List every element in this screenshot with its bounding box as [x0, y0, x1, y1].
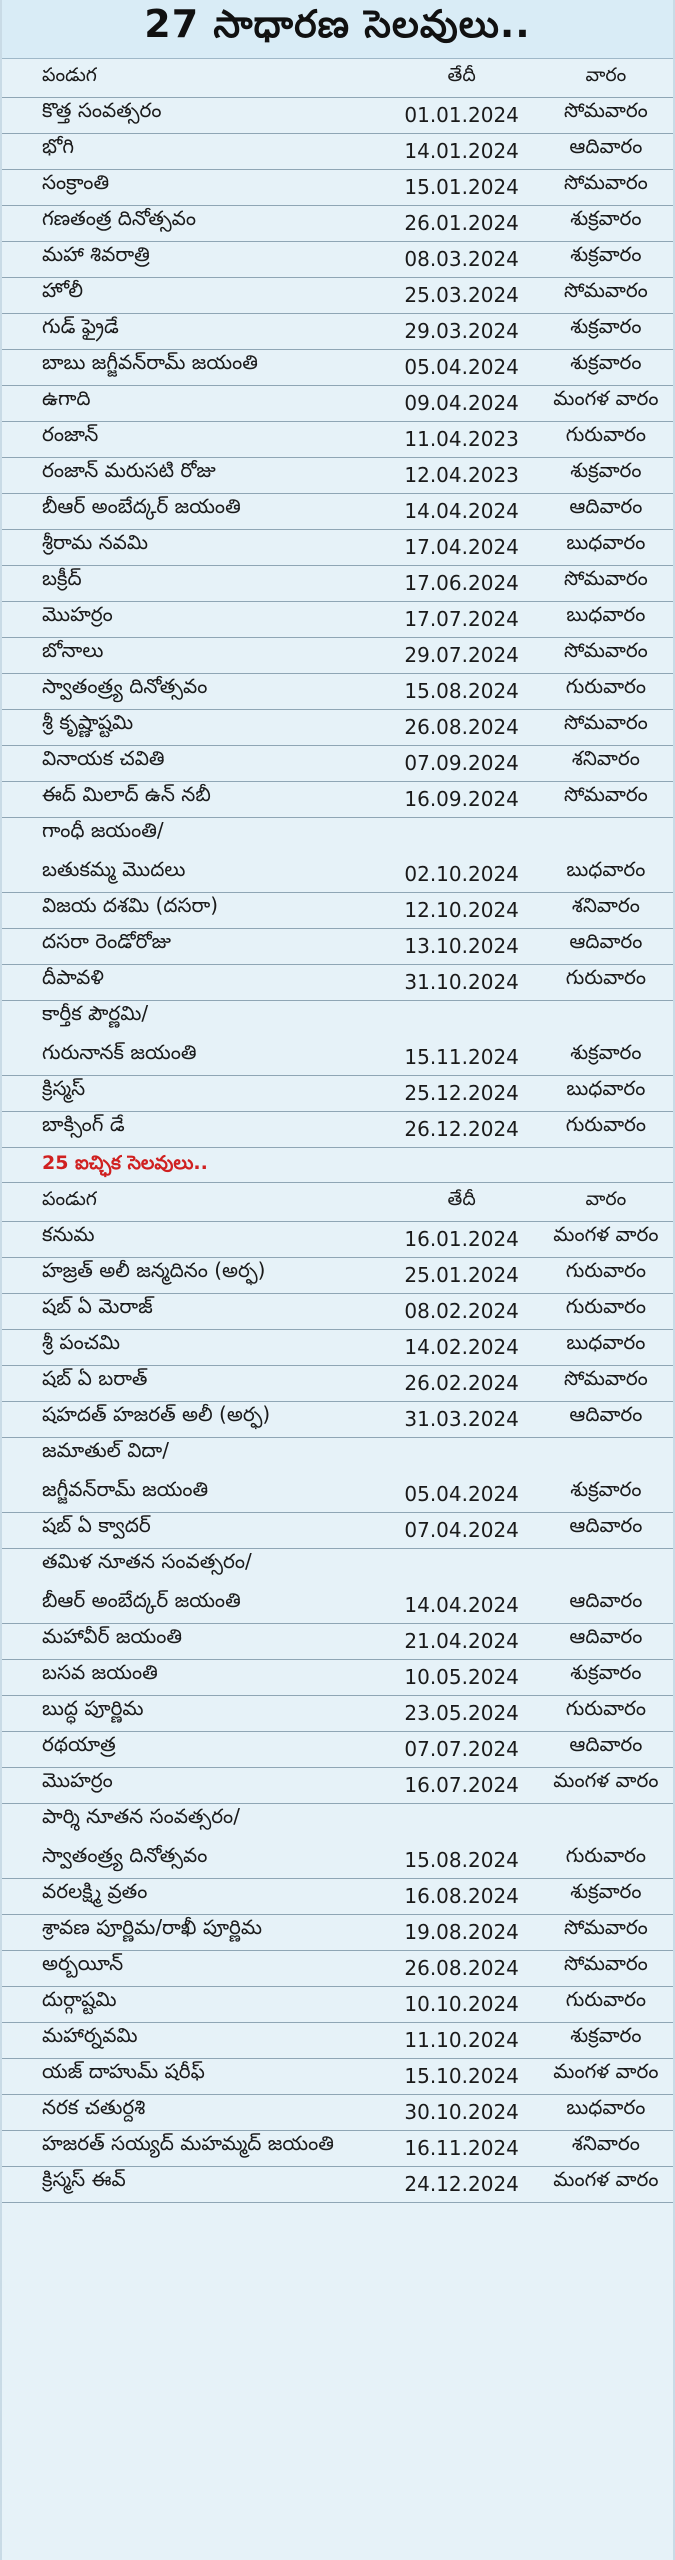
table-row: [2, 278, 673, 314]
table-row: [2, 1879, 673, 1915]
festival-name: బాక్సింగ్ డే: [2, 1112, 384, 1148]
festival-name: వినాయక చవితి: [2, 746, 384, 782]
festival-name: హజరత్ సయ్యద్ మహమ్మద్ జయంతి: [2, 2131, 384, 2167]
table-row: [2, 422, 673, 458]
holiday-date: 16.01.2024: [384, 1222, 538, 1258]
holiday-weekday: శనివారం: [539, 2131, 673, 2167]
festival-name-line1: జమాతుల్ విదా/: [42, 1438, 169, 1462]
table-row: [2, 314, 673, 350]
table-row: [2, 2167, 673, 2203]
holiday-date: 26.12.2024: [384, 1112, 538, 1148]
holiday-weekday: ఆదివారం: [539, 1549, 673, 1624]
general-holidays-table: [2, 59, 673, 1148]
table-row: [2, 1076, 673, 1112]
table-row: [2, 1660, 673, 1696]
festival-name: ఈద్ మిలాద్ ఉన్ నబీ: [2, 782, 384, 818]
festival-name: బాబు జగ్జీవన్‌రామ్ జయంతి: [2, 350, 384, 386]
holiday-weekday: శుక్రవారం: [539, 1660, 673, 1696]
festival-name: శ్రీరామ నవమి: [2, 530, 384, 566]
holiday-date: 19.08.2024: [384, 1915, 538, 1951]
holiday-date: 31.10.2024: [384, 965, 538, 1001]
festival-name-line2: స్వాతంత్ర్య దినోత్సవం: [42, 1843, 208, 1867]
optional-holidays-table: [2, 1183, 673, 2203]
holiday-date: 15.01.2024: [384, 170, 538, 206]
festival-name: దుర్గాష్టమి: [2, 1987, 384, 2023]
festival-name: శ్రీ కృష్ణాష్టమి: [2, 710, 384, 746]
table-header-row: [2, 59, 673, 98]
holiday-weekday: శుక్రవారం: [539, 206, 673, 242]
festival-name: బసవ జయంతి: [2, 1660, 384, 1696]
table-row: [2, 710, 673, 746]
table-row: [2, 386, 673, 422]
page-title: 27 సాధారణ సెలవులు..: [2, 0, 673, 59]
holiday-date: 21.04.2024: [384, 1624, 538, 1660]
holiday-weekday: శుక్రవారం: [539, 350, 673, 386]
festival-name: కొత్త సంవత్సరం: [2, 98, 384, 134]
holiday-date: 25.03.2024: [384, 278, 538, 314]
holiday-date: 08.02.2024: [384, 1294, 538, 1330]
table-row: [2, 1001, 673, 1076]
holiday-date: 26.08.2024: [384, 1951, 538, 1987]
festival-name: మహావీర్ జయంతి: [2, 1624, 384, 1660]
holiday-date: 17.07.2024: [384, 602, 538, 638]
holiday-weekday: శనివారం: [539, 893, 673, 929]
table-row: [2, 170, 673, 206]
holiday-date: 23.05.2024: [384, 1696, 538, 1732]
holiday-date: 15.08.2024: [384, 1804, 538, 1879]
holiday-weekday: శుక్రవారం: [539, 2023, 673, 2059]
holiday-date: 15.08.2024: [384, 674, 538, 710]
holiday-weekday: ఆదివారం: [539, 134, 673, 170]
holiday-date: 30.10.2024: [384, 2095, 538, 2131]
table-row: [2, 2131, 673, 2167]
holiday-weekday: ఆదివారం: [539, 1402, 673, 1438]
festival-name: [2, 1549, 384, 1624]
festival-name: బుద్ధ పూర్ణిమ: [2, 1696, 384, 1732]
holiday-date: 15.11.2024: [384, 1001, 538, 1076]
header-festival: పండుగ: [2, 1183, 384, 1222]
festival-name: బోనాలు: [2, 638, 384, 674]
table-row: [2, 929, 673, 965]
holiday-date: 09.04.2024: [384, 386, 538, 422]
holiday-weekday: మంగళ వారం: [539, 1768, 673, 1804]
holiday-date: 24.12.2024: [384, 2167, 538, 2203]
festival-name: దసరా రెండోరోజు: [2, 929, 384, 965]
festival-name-line2: జగ్జీవన్‌రామ్ జయంతి: [42, 1477, 209, 1501]
table-row: [2, 98, 673, 134]
holiday-weekday: ఆదివారం: [539, 1624, 673, 1660]
table-row: [2, 350, 673, 386]
holiday-date: 08.03.2024: [384, 242, 538, 278]
table-row: [2, 1438, 673, 1513]
holiday-weekday: శుక్రవారం: [539, 314, 673, 350]
table-row: [2, 1330, 673, 1366]
table-row: [2, 746, 673, 782]
holiday-weekday: సోమవారం: [539, 566, 673, 602]
holiday-weekday: ఆదివారం: [539, 1513, 673, 1549]
table-row: [2, 602, 673, 638]
holiday-date: 16.11.2024: [384, 2131, 538, 2167]
holiday-weekday: గురువారం: [539, 1987, 673, 2023]
holiday-date: 07.04.2024: [384, 1513, 538, 1549]
table-row: [2, 206, 673, 242]
holiday-date: 29.07.2024: [384, 638, 538, 674]
holiday-weekday: మంగళ వారం: [539, 386, 673, 422]
festival-name: బీఆర్ అంబేద్కర్ జయంతి: [2, 494, 384, 530]
holiday-weekday: ఆదివారం: [539, 1732, 673, 1768]
holiday-weekday: గురువారం: [539, 1804, 673, 1879]
festival-name: భోగి: [2, 134, 384, 170]
holiday-weekday: గురువారం: [539, 1112, 673, 1148]
table-row: [2, 1549, 673, 1624]
festival-name: [2, 1804, 384, 1879]
holiday-date: 05.04.2024: [384, 350, 538, 386]
table-row: [2, 2095, 673, 2131]
holiday-date: 31.03.2024: [384, 1402, 538, 1438]
optional-holidays-title: 25 ఐచ్ఛిక సెలవులు..: [2, 1148, 673, 1183]
holiday-date: 14.04.2024: [384, 494, 538, 530]
festival-name: [2, 1001, 384, 1076]
festival-name: నరక చతుర్దశి: [2, 2095, 384, 2131]
table-row: [2, 1513, 673, 1549]
holiday-date: 02.10.2024: [384, 818, 538, 893]
table-row: [2, 1258, 673, 1294]
holiday-weekday: గురువారం: [539, 1294, 673, 1330]
festival-name-line1: పార్శి నూతన సంవత్సరం/: [42, 1804, 240, 1828]
table-row: [2, 674, 673, 710]
festival-name: మొహర్రం: [2, 602, 384, 638]
holiday-weekday: బుధవారం: [539, 818, 673, 893]
holiday-weekday: సోమవారం: [539, 170, 673, 206]
holiday-date: 26.08.2024: [384, 710, 538, 746]
table-row: [2, 2059, 673, 2095]
table-row: [2, 566, 673, 602]
table-row: [2, 1915, 673, 1951]
festival-name: రంజాన్ మరుసటి రోజు: [2, 458, 384, 494]
table-row: [2, 458, 673, 494]
table-row: [2, 1112, 673, 1148]
festival-name-line1: గాంధీ జయంతి/: [42, 818, 164, 842]
header-day: వారం: [539, 59, 673, 98]
table-row: [2, 1951, 673, 1987]
holiday-date: 17.04.2024: [384, 530, 538, 566]
table-row: [2, 1402, 673, 1438]
table-row: [2, 1696, 673, 1732]
holiday-date: 11.04.2023: [384, 422, 538, 458]
holiday-weekday: గురువారం: [539, 1696, 673, 1732]
festival-name: హజ్రత్ అలీ జన్మదినం (అర్ఫ): [2, 1258, 384, 1294]
festival-name: రథయాత్ర: [2, 1732, 384, 1768]
holiday-weekday: శుక్రవారం: [539, 1001, 673, 1076]
table-row: [2, 1222, 673, 1258]
festival-name: మహార్నవమి: [2, 2023, 384, 2059]
table-row: [2, 1294, 673, 1330]
table-row: [2, 638, 673, 674]
holiday-weekday: సోమవారం: [539, 1366, 673, 1402]
holiday-weekday: సోమవారం: [539, 1951, 673, 1987]
festival-name: క్రిస్మస్: [2, 1076, 384, 1112]
table-row: [2, 818, 673, 893]
holiday-date: 07.07.2024: [384, 1732, 538, 1768]
holiday-weekday: సోమవారం: [539, 98, 673, 134]
holiday-date: 25.01.2024: [384, 1258, 538, 1294]
holiday-date: 15.10.2024: [384, 2059, 538, 2095]
holiday-date: 14.02.2024: [384, 1330, 538, 1366]
table-row: [2, 134, 673, 170]
holiday-weekday: బుధవారం: [539, 530, 673, 566]
table-header-row: [2, 1183, 673, 1222]
table-row: [2, 1987, 673, 2023]
holiday-weekday: శుక్రవారం: [539, 1879, 673, 1915]
festival-name: యజ్ దాహుమ్ షరీఫ్: [2, 2059, 384, 2095]
table-row: [2, 1732, 673, 1768]
holiday-date: 05.04.2024: [384, 1438, 538, 1513]
table-row: [2, 893, 673, 929]
holiday-weekday: గురువారం: [539, 965, 673, 1001]
holiday-date: 10.05.2024: [384, 1660, 538, 1696]
festival-name: అర్బయీన్: [2, 1951, 384, 1987]
header-festival: పండుగ: [2, 59, 384, 98]
holiday-weekday: బుధవారం: [539, 602, 673, 638]
festival-name: షబ్ ఏ బరాత్: [2, 1366, 384, 1402]
holiday-date: 12.04.2023: [384, 458, 538, 494]
festival-name: రంజాన్: [2, 422, 384, 458]
holiday-weekday: శుక్రవారం: [539, 458, 673, 494]
holiday-date: 12.10.2024: [384, 893, 538, 929]
festival-name-line1: తమిళ నూతన సంవత్సరం/: [42, 1549, 252, 1573]
festival-name: షహదత్ హజరత్ అలీ (అర్ఫ): [2, 1402, 384, 1438]
holiday-weekday: సోమవారం: [539, 710, 673, 746]
holiday-weekday: శనివారం: [539, 746, 673, 782]
header-day: వారం: [539, 1183, 673, 1222]
festival-name-line2: గురునానక్ జయంతి: [42, 1040, 197, 1064]
festival-name-line1: కార్తీక పౌర్ణమి/: [42, 1001, 149, 1025]
festival-name: వరలక్ష్మి వ్రతం: [2, 1879, 384, 1915]
festival-name: హోలీ: [2, 278, 384, 314]
festival-name: శ్రావణ పూర్ణిమ/రాఖీ పూర్ణిమ: [2, 1915, 384, 1951]
holiday-weekday: బుధవారం: [539, 2095, 673, 2131]
table-row: [2, 530, 673, 566]
holiday-date: 13.10.2024: [384, 929, 538, 965]
holiday-date: 26.02.2024: [384, 1366, 538, 1402]
festival-name: షబ్ ఏ క్వాదర్: [2, 1513, 384, 1549]
holiday-weekday: బుధవారం: [539, 1076, 673, 1112]
holiday-weekday: గురువారం: [539, 422, 673, 458]
holiday-weekday: ఆదివారం: [539, 929, 673, 965]
holiday-weekday: మంగళ వారం: [539, 2167, 673, 2203]
holiday-date: 17.06.2024: [384, 566, 538, 602]
holiday-weekday: సోమవారం: [539, 638, 673, 674]
holiday-date: 16.09.2024: [384, 782, 538, 818]
festival-name: గణతంత్ర దినోత్సవం: [2, 206, 384, 242]
festival-name: మహా శివరాత్రి: [2, 242, 384, 278]
holiday-weekday: శుక్రవారం: [539, 242, 673, 278]
festival-name-line2: బీఆర్ అంబేద్కర్ జయంతి: [42, 1588, 241, 1612]
holiday-date: 01.01.2024: [384, 98, 538, 134]
holiday-date: 07.09.2024: [384, 746, 538, 782]
festival-name: కనుమ: [2, 1222, 384, 1258]
festival-name: గుడ్ ఫ్రైడే: [2, 314, 384, 350]
festival-name: క్రిస్మస్ ఈవ్: [2, 2167, 384, 2203]
holiday-weekday: సోమవారం: [539, 782, 673, 818]
table-row: [2, 1768, 673, 1804]
festival-name: విజయ దశమి (దసరా): [2, 893, 384, 929]
holiday-weekday: సోమవారం: [539, 1915, 673, 1951]
festival-name: మొహర్రం: [2, 1768, 384, 1804]
festival-name: బక్రీద్: [2, 566, 384, 602]
table-row: [2, 2023, 673, 2059]
header-date: తేదీ: [384, 59, 538, 98]
holiday-date: 25.12.2024: [384, 1076, 538, 1112]
festival-name: [2, 1438, 384, 1513]
holiday-weekday: సోమవారం: [539, 278, 673, 314]
holiday-weekday: గురువారం: [539, 674, 673, 710]
holiday-date: 14.01.2024: [384, 134, 538, 170]
table-row: [2, 242, 673, 278]
holiday-weekday: గురువారం: [539, 1258, 673, 1294]
festival-name: స్వాతంత్ర్య దినోత్సవం: [2, 674, 384, 710]
table-row: [2, 782, 673, 818]
holiday-date: 10.10.2024: [384, 1987, 538, 2023]
holiday-date: 16.07.2024: [384, 1768, 538, 1804]
festival-name: [2, 818, 384, 893]
table-row: [2, 1624, 673, 1660]
table-row: [2, 1366, 673, 1402]
festival-name: శ్రీ పంచమి: [2, 1330, 384, 1366]
holiday-date: 14.04.2024: [384, 1549, 538, 1624]
festival-name-line2: బతుకమ్మ మొదలు: [42, 857, 186, 881]
holiday-weekday: ఆదివారం: [539, 494, 673, 530]
table-row: [2, 494, 673, 530]
festival-name: దీపావళి: [2, 965, 384, 1001]
header-date: తేదీ: [384, 1183, 538, 1222]
holiday-weekday: బుధవారం: [539, 1330, 673, 1366]
holiday-date: 16.08.2024: [384, 1879, 538, 1915]
festival-name: షబ్ ఏ మెరాజ్: [2, 1294, 384, 1330]
festival-name: సంక్రాంతి: [2, 170, 384, 206]
holiday-weekday: మంగళ వారం: [539, 1222, 673, 1258]
table-row: [2, 1804, 673, 1879]
holiday-weekday: శుక్రవారం: [539, 1438, 673, 1513]
holiday-date: 11.10.2024: [384, 2023, 538, 2059]
festival-name: ఉగాది: [2, 386, 384, 422]
holiday-weekday: మంగళ వారం: [539, 2059, 673, 2095]
holiday-date: 29.03.2024: [384, 314, 538, 350]
table-row: [2, 965, 673, 1001]
holiday-date: 26.01.2024: [384, 206, 538, 242]
